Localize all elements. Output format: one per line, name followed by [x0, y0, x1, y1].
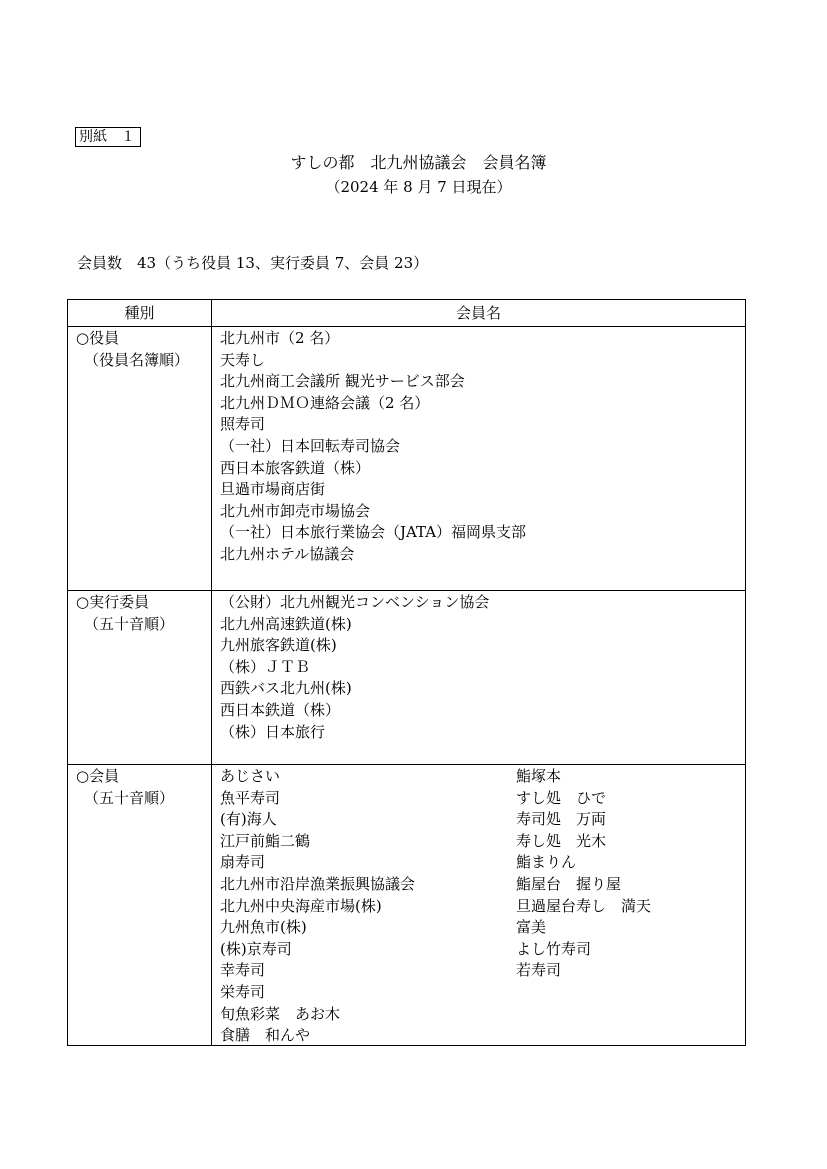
list-item: よし竹寿司: [516, 939, 592, 958]
list-item: （公財）北九州観光コンベンション協会: [220, 593, 490, 611]
list-item: 北九州高速鉄道(株): [220, 614, 352, 633]
list-item: 栄寿司: [220, 982, 266, 1001]
header-category: 種別: [68, 300, 212, 326]
category-label: ○実行委員: [76, 593, 150, 611]
list-item: 扇寿司: [220, 853, 266, 872]
list-item: 旦過屋台寿し 満天: [516, 896, 652, 915]
list-item: 富美: [516, 918, 547, 937]
list-item: 寿し処 光木: [516, 831, 607, 850]
header-members: 会員名: [455, 304, 501, 322]
list-item: 北九州ホテル協議会: [220, 544, 355, 563]
list-item: (有)海人: [220, 810, 277, 829]
list-item: 西日本鉄道（株）: [220, 700, 341, 719]
list-item: （株）日本旅行: [220, 722, 326, 741]
list-item: 江戸前鮨二鶴: [220, 831, 311, 850]
member-count: 会員数 43（うち役員 13、実行委員 7、会員 23）: [77, 254, 429, 272]
list-item: （株）ＪＴＢ: [220, 657, 311, 676]
members-cell: [212, 327, 745, 590]
members-cell: [212, 765, 745, 1045]
list-item: 照寿司: [220, 415, 266, 434]
member-list-left: [220, 766, 516, 1045]
list-item: 鮨屋台 握り屋: [516, 874, 622, 893]
category-order: （役員名簿順）: [84, 350, 190, 369]
list-item: 鮨まりん: [516, 853, 577, 872]
category-order: （五十音順）: [84, 788, 175, 807]
list-item: あじさい: [220, 767, 281, 785]
list-item: すし処 ひで: [516, 788, 607, 807]
category-cell: [68, 591, 212, 764]
list-item: 旬魚彩菜 あお木: [220, 1004, 341, 1023]
document-title: すしの都 北九州協議会 会員名簿: [290, 153, 547, 172]
list-item: 西鉄バス北九州(株): [220, 679, 352, 698]
member-list: [220, 328, 527, 590]
list-item: 九州魚市(株): [220, 918, 307, 937]
list-item: 西日本旅客鉄道（株）: [220, 458, 371, 477]
list-item: 北九州ＤＭＯ連絡会議（2 名）: [220, 393, 430, 412]
list-item: 若寿司: [516, 961, 562, 980]
list-item: 鮨塚本: [516, 767, 562, 785]
member-list-right: [516, 766, 745, 1045]
list-item: 食膳 和んや: [220, 1026, 311, 1045]
list-item: （一社）日本回転寿司協会: [220, 436, 401, 455]
members-cell: [212, 591, 745, 764]
list-item: 北九州市沿岸漁業振興協議会: [220, 874, 416, 893]
table-header-row: [68, 300, 745, 326]
section-members: [68, 764, 745, 1045]
category-label: ○役員: [76, 329, 120, 347]
list-item: 魚平寿司: [220, 788, 281, 807]
attachment-label: 別紙 １: [75, 127, 141, 147]
as-of-date: （2024 年 8 月 7 日現在）: [325, 178, 512, 196]
category-order: （五十音順）: [84, 614, 175, 633]
list-item: 北九州市（2 名）: [220, 329, 340, 347]
list-item: 天寿し: [220, 350, 266, 369]
list-item: (株)京寿司: [220, 939, 292, 958]
section-officers: [68, 326, 745, 590]
list-item: 寿司処 万両: [516, 810, 607, 829]
member-table: [67, 299, 746, 1046]
category-cell: [68, 327, 212, 590]
list-item: 北九州市卸売市場協会: [220, 501, 371, 520]
list-item: 九州旅客鉄道(株): [220, 636, 337, 655]
category-cell: [68, 765, 212, 1045]
section-committee: [68, 590, 745, 764]
list-item: 幸寿司: [220, 961, 266, 980]
category-label: ○会員: [76, 767, 120, 785]
list-item: 北九州中央海産市場(株): [220, 896, 382, 915]
list-item: 旦過市場商店街: [220, 480, 326, 499]
member-list: [220, 592, 516, 764]
list-item: 北九州商工会議所 観光サービス部会: [220, 372, 465, 391]
list-item: （一社）日本旅行業協会（JATA）福岡県支部: [220, 523, 527, 542]
